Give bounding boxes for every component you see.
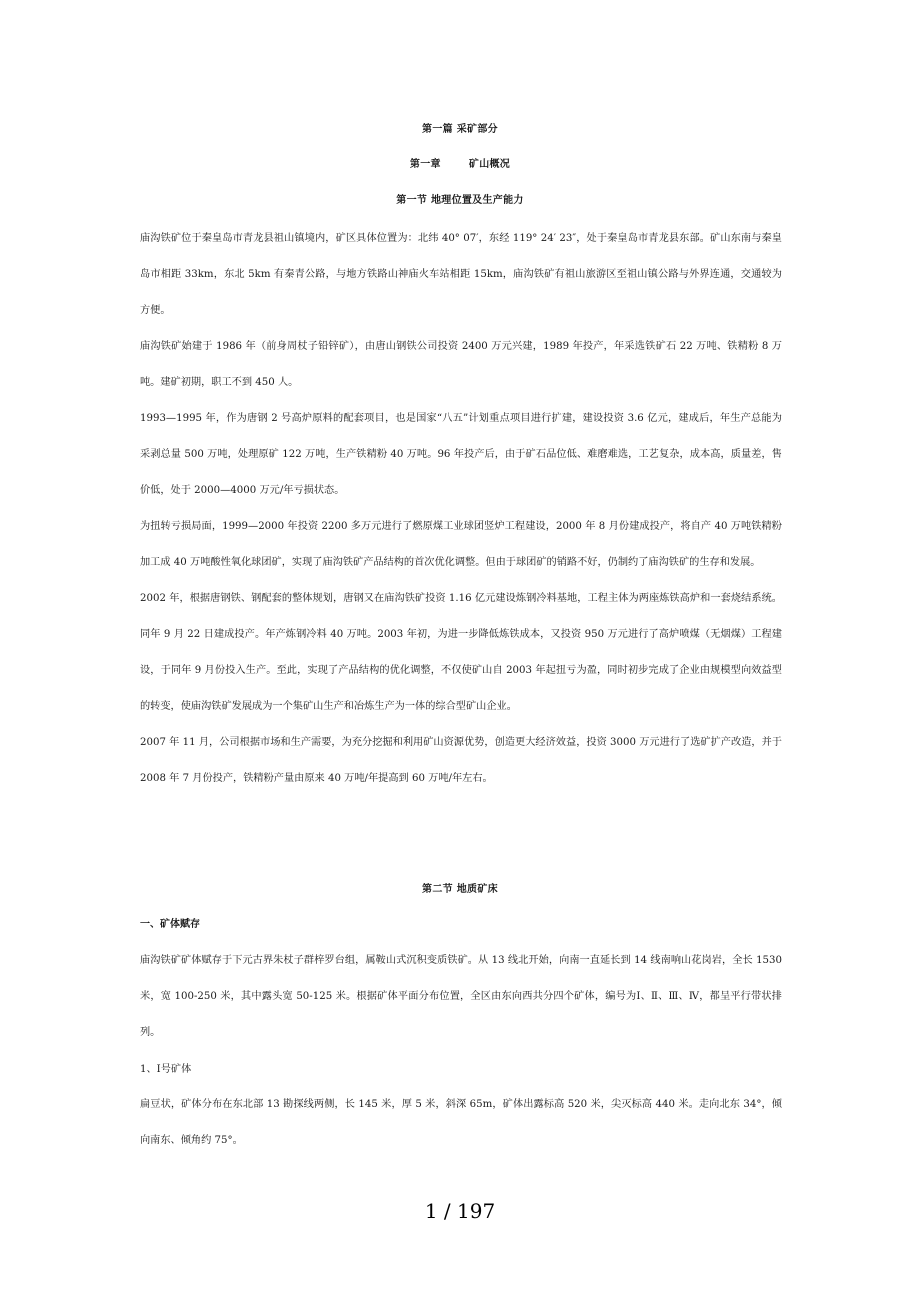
section2-subheading: 一、矿体赋存 bbox=[140, 919, 200, 930]
section2-paragraph-2: 扁豆状，矿体分布在东北部 13 勘探线两侧，长 145 米，厚 5 米，斜深 65m，矿体出露标高 520 米，尖灭标高 440 米。走向北东 34°，倾向南东、倾角约 75°。 bbox=[140, 1099, 782, 1146]
section1-title: 第一节 地理位置及生产能力 bbox=[396, 195, 524, 206]
chapter-title: 第一章 矿山概况 bbox=[409, 159, 511, 170]
section1-paragraph-1: 庙沟铁矿位于秦皇岛市青龙县祖山镇境内，矿区具体位置为：北纬 40° 07′，东经 119° 24′ 23″，处于秦皇岛市青龙县东部。矿山东南与秦皇岛市相距 33km，东北 5km 有秦青公路，与地方铁路山神庙火车站相距 15km，庙沟铁矿有祖山旅游区至祖山镇公路与外界连通，交通较为方便。 bbox=[140, 233, 782, 316]
orebody-1-label: 1、Ⅰ号矿体 bbox=[140, 1064, 192, 1075]
section1-paragraph-4: 为扭转亏损局面，1999—2000 年投资 2200 多万元进行了燃原煤工业球团竖炉工程建设，2000 年 8 月份建成投产，将自产 40 万吨铁精粉加工成 40 万吨酸性氧化球团矿，实现了庙沟铁矿产品结构的首次优化调整。但由于球团矿的销路不好，仍制约了庙沟铁矿的生存和发展。 bbox=[140, 521, 782, 568]
part-title: 第一篇 采矿部分 bbox=[422, 124, 498, 135]
section2-title: 第二节 地质矿床 bbox=[422, 884, 498, 895]
section2-paragraph-1: 庙沟铁矿矿体赋存于下元古界朱杖子群梓罗台组，属鞍山式沉积变质铁矿。从 13 线北开始，向南一直延长到 14 线南响山花岗岩，全长 1530 米，宽 100-250 米，其中露头宽 50-125 米。根据矿体平面分布位置，全区由东向西共分四个矿体，编号为Ⅰ、Ⅱ、Ⅲ、Ⅳ，都呈平行带状排列。 bbox=[140, 955, 782, 1038]
section1-paragraph-2: 庙沟铁矿始建于 1986 年（前身周杖子铅锌矿），由唐山钢铁公司投资 2400 万元兴建，1989 年投产，年采选铁矿石 22 万吨、铁精粉 8 万吨。建矿初期，职工不到 450 人。 bbox=[140, 341, 782, 388]
page-number: 1 / 197 bbox=[424, 1199, 496, 1223]
section1-paragraph-5: 2002 年，根据唐钢铁、钢配套的整体规划，唐钢又在庙沟铁矿投资 1.16 亿元建设炼钢冷料基地，工程主体为两座炼铁高炉和一套烧结系统。同年 9 月 22 日建成投产。年产炼钢冷料 40 万吨。2003 年初，为进一步降低炼铁成本，又投资 950 万元进行了高炉喷煤（无烟煤）工程建设，于同年 9 月份投入生产。至此，实现了产品结构的优化调整，不仅使矿山自 2003 年起扭亏为盈，同时初步完成了企业由规模型向效益型的转变，使庙沟铁矿发展成为一个集矿山生产和冶炼生产为一体的综合型矿山企业。 bbox=[140, 593, 782, 712]
section1-paragraph-6: 2007 年 11 月，公司根据市场和生产需要，为充分挖掘和利用矿山资源优势，创造更大经济效益，投资 3000 万元进行了选矿扩产改造，并于 2008 年 7 月份投产，铁精粉产量由原来 40 万吨/年提高到 60 万吨/年左右。 bbox=[140, 737, 782, 784]
section1-paragraph-3: 1993—1995 年，作为唐钢 2 号高炉原料的配套项目，也是国家“八五”计划重点项目进行扩建，建设投资 3.6 亿元，建成后，年生产总能为 采剥总量 500 万吨，处理原矿 122 万吨，生产铁精粉 40 万吨。96 年投产后，由于矿石品位低、难磨难选，工艺复杂，成本高，质量差，售价低，处于 2000—4000 万元/年亏损状态。 bbox=[140, 413, 782, 496]
